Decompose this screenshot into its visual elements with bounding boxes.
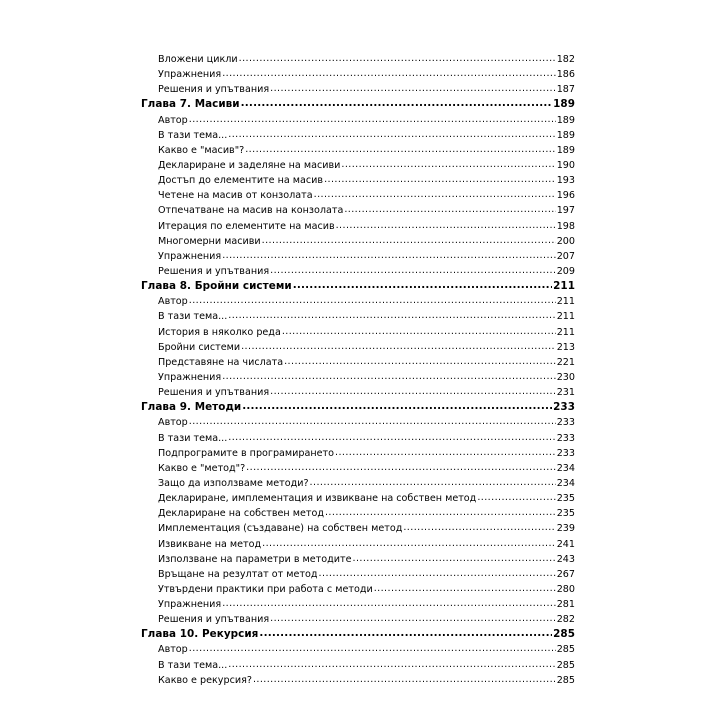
toc-entry-title: В тази тема... xyxy=(158,129,228,141)
dot-leader xyxy=(189,113,556,127)
toc-page-number: 285 xyxy=(556,659,575,671)
toc-entry xyxy=(141,582,575,597)
toc-entry xyxy=(141,309,575,324)
dot-leader xyxy=(341,158,555,172)
dot-leader xyxy=(259,627,552,641)
toc-entry-title: Деклариране на собствен метод xyxy=(158,508,324,520)
toc-page-number: 243 xyxy=(556,553,575,565)
toc-entry-title: Автор xyxy=(158,644,188,656)
dot-leader xyxy=(222,67,556,81)
dot-leader xyxy=(270,612,556,626)
dot-leader xyxy=(325,506,556,520)
dot-leader xyxy=(403,521,555,535)
dot-leader xyxy=(324,173,556,187)
dot-leader xyxy=(222,249,556,263)
toc-entry-title: Утвърдени практики при работа с методи xyxy=(158,583,373,595)
toc-entry xyxy=(141,597,575,612)
toc-page-number: 211 xyxy=(553,280,575,293)
dot-leader xyxy=(353,552,556,566)
dot-leader xyxy=(222,370,556,384)
toc-page-number: 235 xyxy=(556,493,575,505)
toc-page-number: 189 xyxy=(556,129,575,141)
toc-page-number: 189 xyxy=(553,98,575,111)
toc-entry xyxy=(141,370,575,385)
dot-leader xyxy=(241,340,556,354)
dot-leader xyxy=(239,52,556,66)
toc-entry xyxy=(141,128,575,143)
toc-chapter-heading xyxy=(141,97,575,112)
toc-entry xyxy=(141,642,575,657)
toc-page-number: 209 xyxy=(556,265,575,277)
dot-leader xyxy=(262,537,556,551)
toc-entry xyxy=(141,113,575,128)
dot-leader xyxy=(336,219,556,233)
toc-page-number: 189 xyxy=(556,144,575,156)
dot-leader xyxy=(270,82,556,96)
toc-page-number: 211 xyxy=(556,311,575,323)
toc-page-number: 187 xyxy=(556,84,575,96)
toc-entry xyxy=(141,67,575,82)
dot-leader xyxy=(189,642,556,656)
toc-entry-title: В тази тема... xyxy=(158,311,228,323)
toc-entry-title: Подпрограмите в програмирането xyxy=(158,447,334,459)
toc-entry-title: Бройни системи xyxy=(158,341,241,353)
toc-entry xyxy=(141,340,575,355)
toc-page-number: 233 xyxy=(553,401,575,414)
dot-leader xyxy=(270,385,556,399)
toc-entry xyxy=(141,476,575,491)
toc-page-number: 213 xyxy=(556,341,575,353)
toc-page-number: 233 xyxy=(556,447,575,459)
toc-entry-title: Упражнения xyxy=(158,599,222,611)
toc-entry-title: Автор xyxy=(158,114,188,126)
toc-entry-title: Глава 10. Рекурсия xyxy=(141,628,259,641)
toc-entry-title: Решения и упътвания xyxy=(158,387,270,399)
dot-leader xyxy=(246,461,556,475)
dot-leader xyxy=(189,294,556,308)
toc-entry xyxy=(141,415,575,430)
toc-page-number: 190 xyxy=(556,159,575,171)
toc-entry xyxy=(141,249,575,264)
toc-page-number: 196 xyxy=(556,190,575,202)
toc-page-number: 285 xyxy=(556,644,575,656)
toc-page-number: 233 xyxy=(556,417,575,429)
toc-entry xyxy=(141,143,575,158)
toc-entry xyxy=(141,612,575,627)
toc-entry-title: Решения и упътвания xyxy=(158,84,270,96)
toc-page-number: 189 xyxy=(556,114,575,126)
toc-entry xyxy=(141,506,575,521)
toc-entry xyxy=(141,491,575,506)
toc-entry-title: Глава 7. Масиви xyxy=(141,98,240,111)
toc-entry-title: Решения и упътвания xyxy=(158,265,270,277)
toc-page-number: 234 xyxy=(556,477,575,489)
toc-entry-title: Вложени цикли xyxy=(158,54,238,65)
toc-page-number: 280 xyxy=(556,583,575,595)
toc-entry xyxy=(141,219,575,234)
toc-entry-title: История в няколко реда xyxy=(158,326,281,338)
dot-leader xyxy=(310,476,556,490)
toc-entry-title: Глава 9. Методи xyxy=(141,401,242,414)
toc-entry xyxy=(141,385,575,400)
toc-page-number: 198 xyxy=(556,220,575,232)
dot-leader xyxy=(253,673,556,687)
dot-leader xyxy=(189,415,556,429)
toc-entry-title: Връщане на резултат от метод xyxy=(158,568,318,580)
dot-leader xyxy=(293,279,552,293)
toc-page-number: 211 xyxy=(556,296,575,308)
toc-page-number: 231 xyxy=(556,387,575,399)
toc-chapter-heading xyxy=(141,627,575,642)
toc-entry-title: Използване на параметри в методите xyxy=(158,553,352,565)
toc-entry xyxy=(141,52,575,67)
toc-entry-title: Деклариране и заделяне на масиви xyxy=(158,159,341,171)
toc-entry xyxy=(141,188,575,203)
toc-entry-title: Автор xyxy=(158,296,188,308)
toc-entry-title: Упражнения xyxy=(158,371,222,383)
toc-page-number: 285 xyxy=(553,628,575,641)
toc-page-number: 197 xyxy=(556,205,575,217)
toc-entry-title: Какво е "метод"? xyxy=(158,462,246,474)
toc-page-number: 230 xyxy=(556,371,575,383)
dot-leader xyxy=(222,597,556,611)
toc-entry xyxy=(141,658,575,673)
toc-page-number: 221 xyxy=(556,356,575,368)
dot-leader xyxy=(282,325,556,339)
dot-leader xyxy=(374,582,556,596)
toc-page-number: 281 xyxy=(556,599,575,611)
toc-page-number: 193 xyxy=(556,175,575,187)
toc-entry xyxy=(141,82,575,97)
dot-leader xyxy=(245,143,555,157)
toc-entry xyxy=(141,446,575,461)
toc-entry xyxy=(141,173,575,188)
toc-entry xyxy=(141,158,575,173)
toc-chapter-heading xyxy=(141,279,575,294)
toc-entry xyxy=(141,294,575,309)
toc-entry-title: Решения и упътвания xyxy=(158,614,270,626)
table-of-contents xyxy=(141,52,575,688)
toc-page-number: 234 xyxy=(556,462,575,474)
dot-leader xyxy=(477,491,555,505)
toc-page-number: 239 xyxy=(556,523,575,535)
toc-entry-title: Упражнения xyxy=(158,69,222,81)
toc-entry xyxy=(141,203,575,218)
toc-entry-title: В тази тема... xyxy=(158,659,228,671)
dot-leader xyxy=(228,128,555,142)
toc-entry xyxy=(141,264,575,279)
toc-entry-title: Имплементация (създаване) на собствен метод xyxy=(158,523,403,535)
toc-entry-title: Итерация по елементите на масив xyxy=(158,220,335,232)
toc-entry-title: Четене на масив от конзолата xyxy=(158,190,313,202)
toc-entry xyxy=(141,325,575,340)
toc-entry xyxy=(141,567,575,582)
toc-entry xyxy=(141,537,575,552)
toc-page-number: 267 xyxy=(556,568,575,580)
toc-page-number: 241 xyxy=(556,538,575,550)
toc-entry-title: Представяне на числата xyxy=(158,356,284,368)
toc-chapter-heading xyxy=(141,400,575,415)
toc-entry xyxy=(141,521,575,536)
dot-leader xyxy=(335,446,556,460)
toc-page-number: 235 xyxy=(556,508,575,520)
toc-entry-title: Глава 8. Бройни системи xyxy=(141,280,292,293)
dot-leader xyxy=(344,203,555,217)
toc-page-number: 282 xyxy=(556,614,575,626)
toc-entry-title: Отпечатване на масив на конзолата xyxy=(158,205,344,217)
dot-leader xyxy=(270,264,556,278)
dot-leader xyxy=(284,355,556,369)
toc-entry-title: Упражнения xyxy=(158,250,222,262)
dot-leader xyxy=(228,309,555,323)
toc-entry-title: В тази тема... xyxy=(158,432,228,444)
toc-entry xyxy=(141,461,575,476)
toc-entry-title: Какво е рекурсия? xyxy=(158,674,252,686)
toc-entry xyxy=(141,355,575,370)
toc-entry-title: Многомерни масиви xyxy=(158,235,261,247)
toc-entry-title: Достъп до елементите на масив xyxy=(158,175,324,187)
toc-entry xyxy=(141,234,575,249)
toc-page-number: 211 xyxy=(556,326,575,338)
toc-entry xyxy=(141,673,575,688)
dot-leader xyxy=(314,188,556,202)
toc-page-number: 182 xyxy=(556,54,575,65)
dot-leader xyxy=(319,567,556,581)
toc-page-number: 186 xyxy=(556,69,575,81)
dot-leader xyxy=(228,431,555,445)
toc-entry-title: Автор xyxy=(158,417,188,429)
dot-leader xyxy=(262,234,556,248)
toc-entry-title: Деклариране, имплементация и извикване на собствен метод xyxy=(158,493,477,505)
dot-leader xyxy=(228,658,555,672)
toc-page-number: 285 xyxy=(556,674,575,686)
toc-page-number: 207 xyxy=(556,250,575,262)
toc-entry xyxy=(141,431,575,446)
dot-leader xyxy=(242,400,552,414)
toc-entry xyxy=(141,552,575,567)
toc-entry-title: Защо да използваме методи? xyxy=(158,477,309,489)
dot-leader xyxy=(241,97,553,111)
toc-page-number: 233 xyxy=(556,432,575,444)
toc-entry-title: Какво е "масив"? xyxy=(158,144,245,156)
toc-page-number: 200 xyxy=(556,235,575,247)
toc-entry-title: Извикване на метод xyxy=(158,538,262,550)
